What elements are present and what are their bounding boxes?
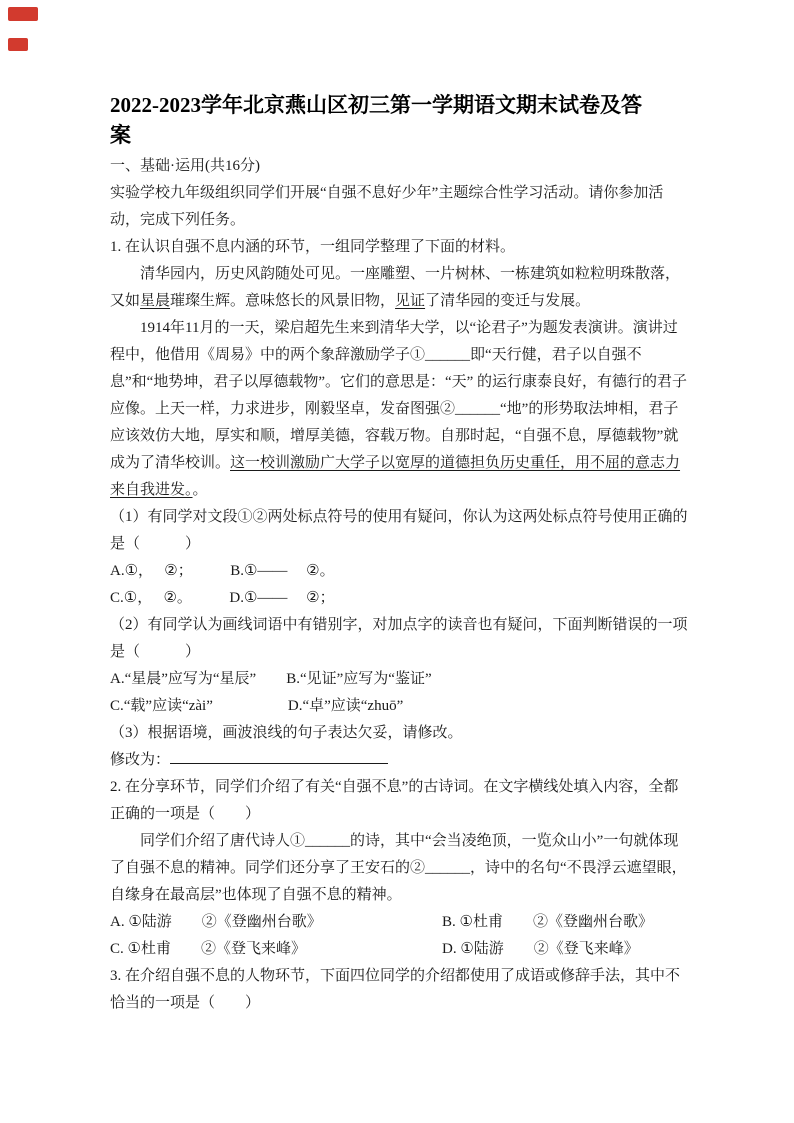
red-watermark-top: [8, 7, 38, 21]
material1-underlined-word-1: 星晨: [140, 293, 171, 309]
q2-option-d: D. ①陆游 ②《登飞来峰》: [442, 941, 639, 957]
material1-text-3: 了清华园的变迁与发展。: [425, 293, 591, 309]
q2-option-a: A. ①陆游 ②《登幽州台歌》: [110, 914, 322, 930]
red-watermark-bottom: [8, 38, 28, 51]
q1-stem: 1. 在认识自强不息内涵的环节，一组同学整理了下面的材料。: [110, 239, 516, 255]
q1-sub1-options-cd: C.①， ②。 D.①—— ②；: [110, 590, 335, 606]
q2-option-b: B. ①杜甫 ②《登幽州台歌》: [442, 914, 653, 930]
q1-sub3-stem: （3）根据语境，画波浪线的句子表达欠妥，请修改。: [110, 725, 463, 741]
q2-options-row-1: [110, 909, 688, 936]
material2-text-2: 。: [192, 482, 208, 498]
material1-text-1: 清华园内，历史风韵随处可见。一座雕塑、一片树林、一栋建筑如粒粒明珠散落，又如: [110, 266, 681, 309]
document-content: [110, 90, 688, 1017]
q1-material-1: [110, 261, 688, 315]
q1-material-2: [110, 315, 688, 504]
q1-sub2-stem: （2）有同学认为画线词语中有错别字，对加点字的读音也有疑问，下面判断错误的一项是（ ）: [110, 617, 688, 660]
answer-blank-line: [170, 749, 388, 764]
q1-sub1-stem: （1）有同学对文段①②两处标点符号的使用有疑问，你认为这两处标点符号使用正确的是（ ）: [110, 509, 688, 552]
material2-text-1: 1914年11月的一天，梁启超先生来到清华大学，以“论君子”为题发表演讲。演讲过程中，他借用《周易》中的两个象辞激励学子①______即“天行健，君子以自强不息”和“地势坤，君子以厚德载物”。它们的意思是：“天” 的运行康泰良好，有德行的君子应像。上天一样，力求进步，刚毅坚卓，发奋图强②______“地”的形势取法坤相，君子应该效仿大地，厚实和顺，增厚美德，容载万物。自那时起，“自强不息，厚德载物”就成为了清华校训。: [110, 320, 688, 471]
q1-sub2-options-ab: A.“星晨”应写为“星辰” B.“见证”应写为“鉴证”: [110, 671, 432, 687]
q2-options-row-2: [110, 936, 688, 963]
q2-option-c: C. ①杜甫 ②《登飞来峰》: [110, 941, 306, 957]
q1-sub1-options-ab: A.①， ②； B.①—— ②。: [110, 563, 335, 579]
answer-label: 修改为：: [110, 752, 171, 768]
q1-sub3-answer-line: [110, 747, 688, 774]
q2-passage: 同学们介绍了唐代诗人①______的诗，其中“会当凌绝顶，一览众山小”一句就体现了自强不息的精神。同学们还分享了王安石的②______，诗中的名句“不畏浮云遮望眼，自缘身在最高层”也体现了自强不息的精神。: [110, 833, 687, 903]
q1-sub2-options-cd: C.“载”应读“zài” D.“卓”应读“zhuō”: [110, 698, 404, 714]
material2-underlined-sentence: 这一校训激励广大学子以宽厚的道德担负历史重任，用不屈的意志力来自我进发。: [110, 455, 681, 498]
material1-underlined-word-2: 见证: [395, 293, 426, 309]
q2-stem: 2. 在分享环节，同学们介绍了有关“自强不息”的古诗词。在文字横线处填入内容，全都正确的一项是（ ）: [110, 779, 679, 822]
section-heading: 一、基础·运用(共16分): [110, 158, 260, 174]
page-title: 2022-2023学年北京燕山区初三第一学期语文期末试卷及答案: [110, 93, 642, 147]
q3-stem: 3. 在介绍自强不息的人物环节，下面四位同学的介绍都使用了成语或修辞手法，其中不恰当的一项是（ ）: [110, 968, 681, 1011]
material1-text-2: 璀璨生辉。意味悠长的风景旧物，: [170, 293, 396, 309]
intro-paragraph: 实验学校九年级组织同学们开展“自强不息好少年”主题综合性学习活动。请你参加活动，完成下列任务。: [110, 185, 664, 228]
